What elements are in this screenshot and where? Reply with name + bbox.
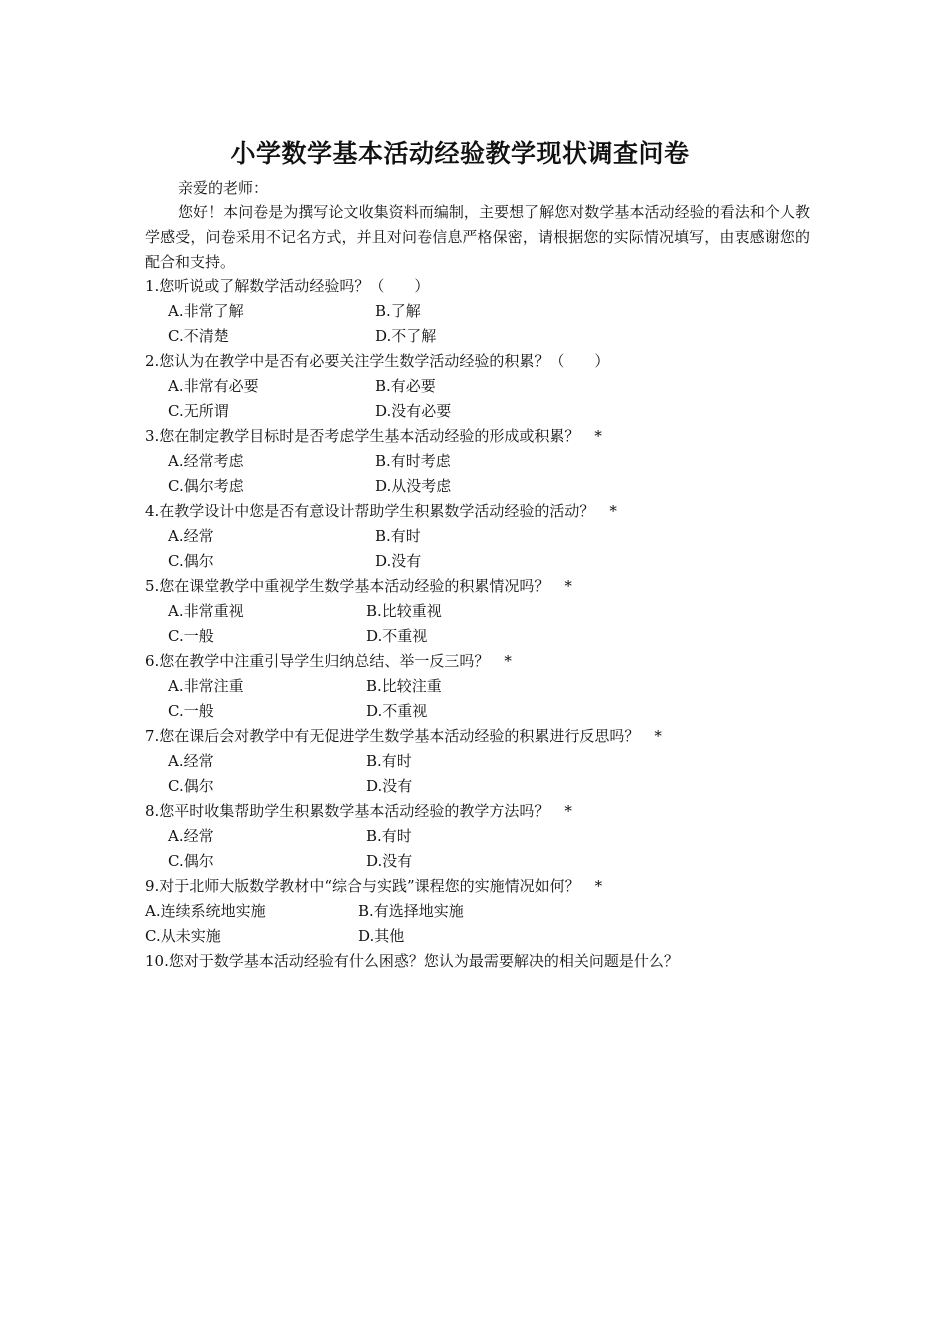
question-9: 9.对于北师大版数学教材中“综合与实践”课程您的实施情况如何？ *: [145, 877, 603, 895]
question-10: 10.您对于数学基本活动经验有什么困惑？您认为最需要解决的相关问题是什么？: [145, 952, 679, 970]
q9-option-d: D.其他: [358, 927, 405, 945]
question-8: 8.您平时收集帮助学生积累数学基本活动经验的教学方法吗？ *: [145, 802, 572, 820]
q8-option-a: A.经常: [168, 827, 214, 845]
q3-option-d: D.从没考虑: [375, 477, 452, 495]
q9-option-c: C.从未实施: [145, 927, 221, 945]
question-6: 6.您在教学中注重引导学生归纳总结、举一反三吗？ *: [145, 652, 512, 670]
intro-paragraph: 您好！本问卷是为撰写论文收集资料而编制，主要想了解您对数学基本活动经验的看法和个人教学感受，问卷采用不记名方式，并且对问卷信息严格保密，请根据您的实际情况填写，由衷感谢您的配合和支持。: [145, 203, 810, 271]
q8-option-b: B.有时: [366, 827, 412, 845]
q5-option-b: B.比较重视: [366, 602, 442, 620]
q9-option-b: B.有选择地实施: [358, 902, 464, 920]
q2-option-a: A.非常有必要: [168, 377, 259, 395]
question-1: 1.您听说或了解数学活动经验吗？（ ）: [145, 277, 430, 295]
q7-option-a: A.经常: [168, 752, 214, 770]
q7-option-b: B.有时: [366, 752, 412, 770]
q4-option-d: D.没有: [375, 552, 422, 570]
q3-option-a: A.经常考虑: [168, 452, 244, 470]
q6-option-c: C.一般: [168, 702, 214, 720]
question-4: 4.在教学设计中您是否有意设计帮助学生积累数学活动经验的活动？ *: [145, 502, 617, 520]
q5-option-a: A.非常重视: [168, 602, 244, 620]
q8-option-d: D.没有: [366, 852, 413, 870]
q7-option-d: D.没有: [366, 777, 413, 795]
q1-option-b: B.了解: [375, 302, 421, 320]
q4-option-c: C.偶尔: [168, 552, 214, 570]
q7-option-c: C.偶尔: [168, 777, 214, 795]
q5-option-d: D.不重视: [366, 627, 428, 645]
q2-option-b: B.有必要: [375, 377, 436, 395]
q4-option-b: B.有时: [375, 527, 421, 545]
q1-option-c: C.不清楚: [168, 327, 229, 345]
question-3: 3.您在制定教学目标时是否考虑学生基本活动经验的形成或积累？ *: [145, 427, 602, 445]
document-title: 小学数学基本活动经验教学现状调查问卷: [230, 139, 690, 168]
greeting: 亲爱的老师：: [178, 179, 269, 197]
q1-option-d: D.不了解: [375, 327, 437, 345]
q2-option-c: C.无所谓: [168, 402, 229, 420]
question-2: 2.您认为在教学中是否有必要关注学生数学活动经验的积累？（ ）: [145, 352, 610, 370]
q3-option-c: C.偶尔考虑: [168, 477, 244, 495]
question-7: 7.您在课后会对教学中有无促进学生数学基本活动经验的积累进行反思吗？ *: [145, 727, 662, 745]
q2-option-d: D.没有必要: [375, 402, 452, 420]
q9-option-a: A.连续系统地实施: [145, 902, 266, 920]
q5-option-c: C.一般: [168, 627, 214, 645]
q6-option-d: D.不重视: [366, 702, 428, 720]
q1-option-a: A.非常了解: [168, 302, 244, 320]
q8-option-c: C.偶尔: [168, 852, 214, 870]
q4-option-a: A.经常: [168, 527, 214, 545]
q3-option-b: B.有时考虑: [375, 452, 451, 470]
question-5: 5.您在课堂教学中重视学生数学基本活动经验的积累情况吗？ *: [145, 577, 572, 595]
q6-option-a: A.非常注重: [168, 677, 244, 695]
q6-option-b: B.比较注重: [366, 677, 442, 695]
